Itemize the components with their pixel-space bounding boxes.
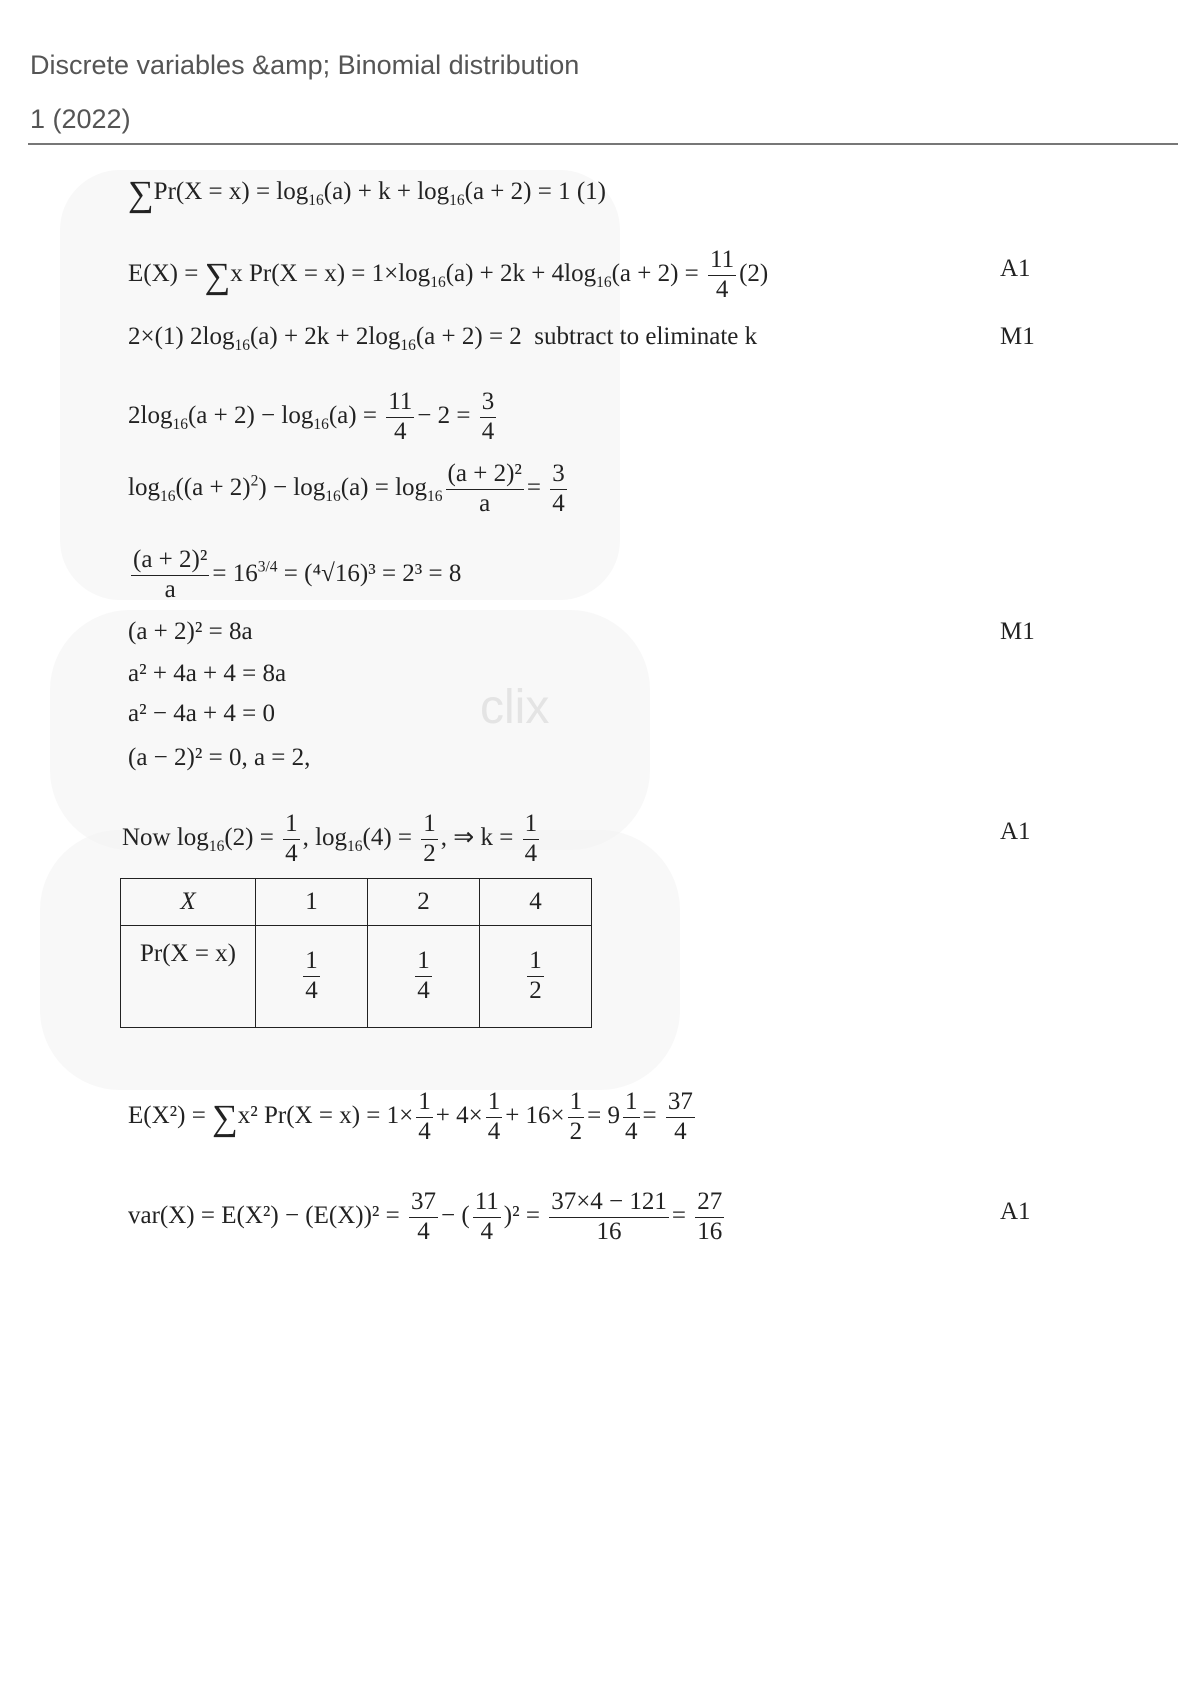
- table-cell-x: 4: [480, 879, 592, 926]
- equation-exponential-form: $\frac{\text{(a + 2)²}}{a}$ = $16^{3/4} = (^4√16)^3 = 2^3 = 8$: [133, 546, 462, 603]
- equation-log-quotient: $\log_{16}((a + 2)^2) - \log_{16}(a) = \log_{16}$ $\frac{\text{(a + 2)²}}{a}$ = $\frac{3}{4}$: [128, 460, 565, 517]
- table-cell-probability: $\frac{1}{2}$: [480, 926, 592, 1028]
- equation-solution-a: (a − 2)² = 0, a = 2,: [128, 744, 311, 771]
- table-row-x: [121, 879, 592, 926]
- mark-a1-second: A1: [1000, 818, 1031, 845]
- equation-double-first: 2×(1) $2\log_{16}(a) + 2k + 2\log_{16}(a + 2) = 2$ subtract to eliminate k: [128, 323, 758, 354]
- equation-variance: var(X) = E(X²) − (E(X))² = $\frac{37}{4}$ − ( $\frac{11}{4}$ )² = $\frac{37\times 4 - 121}{16}$ = $\frac{27}{16}$: [128, 1188, 723, 1245]
- table-header-probability: Pr(X = x): [121, 926, 256, 1028]
- table-header-x: X: [121, 879, 256, 926]
- watermark-shape-top: [60, 170, 620, 600]
- equation-expectation-x-squared: E(X²) = ∑x² Pr(X = x) = 1× $\frac{1}{4}$ + 4× $\frac{1}{4}$ + 16× $\frac{1}{2}$ = 9 $\frac{1}{4}$ = $\frac{37}{4}$: [128, 1088, 693, 1145]
- header-divider: [28, 143, 1178, 145]
- table-cell-probability: $\frac{1}{4}$: [368, 926, 480, 1028]
- watermark-text: clix: [480, 681, 550, 734]
- equation-expectation: E(X) = ∑x $Pr(X = x) = 1\times\log_{16}(a) + 2k + 4\log_{16}(a + 2)$ = $\frac{11}{4}$ (2): [128, 246, 769, 303]
- table-cell-x: 2: [368, 879, 480, 926]
- mark-a1-third: A1: [1000, 1198, 1031, 1225]
- table-cell-probability: $\frac{1}{4}$: [256, 926, 368, 1028]
- table-cell-x: 1: [256, 879, 368, 926]
- table-row-probability: [121, 926, 592, 1028]
- mark-m1-second: M1: [1000, 618, 1035, 645]
- equation-quadratic: a² − 4a + 4 = 0: [128, 700, 275, 727]
- equation-quadratic-setup: (a + 2)² = 8a: [128, 618, 253, 645]
- equation-expanded: a² + 4a + 4 = 8a: [128, 660, 287, 687]
- equation-subtraction: $2\log_{16}(a + 2) - \log_{16}(a)$ = $\frac{11}{4}$ − 2 = $\frac{3}{4}$: [128, 388, 495, 445]
- probability-distribution-table: [120, 878, 592, 1028]
- equation-find-k: Now $\log_{16}(2)$ = $\frac{1}{4}$ , $\log_{16}(4)$ = $\frac{1}{2}$ , ⇒ k = $\frac{1}{4}$: [122, 810, 538, 867]
- equation-sum-probabilities: $\sum Pr(X = x) = \log_{16}(a) + k + \log_{16}(a + 2) = 1$ (1): [128, 173, 606, 214]
- page-title: Discrete variables &amp; Binomial distribution: [30, 50, 580, 80]
- question-number: 1 (2022): [30, 104, 131, 134]
- mark-a1-first: A1: [1000, 255, 1031, 282]
- mark-m1-first: M1: [1000, 323, 1035, 350]
